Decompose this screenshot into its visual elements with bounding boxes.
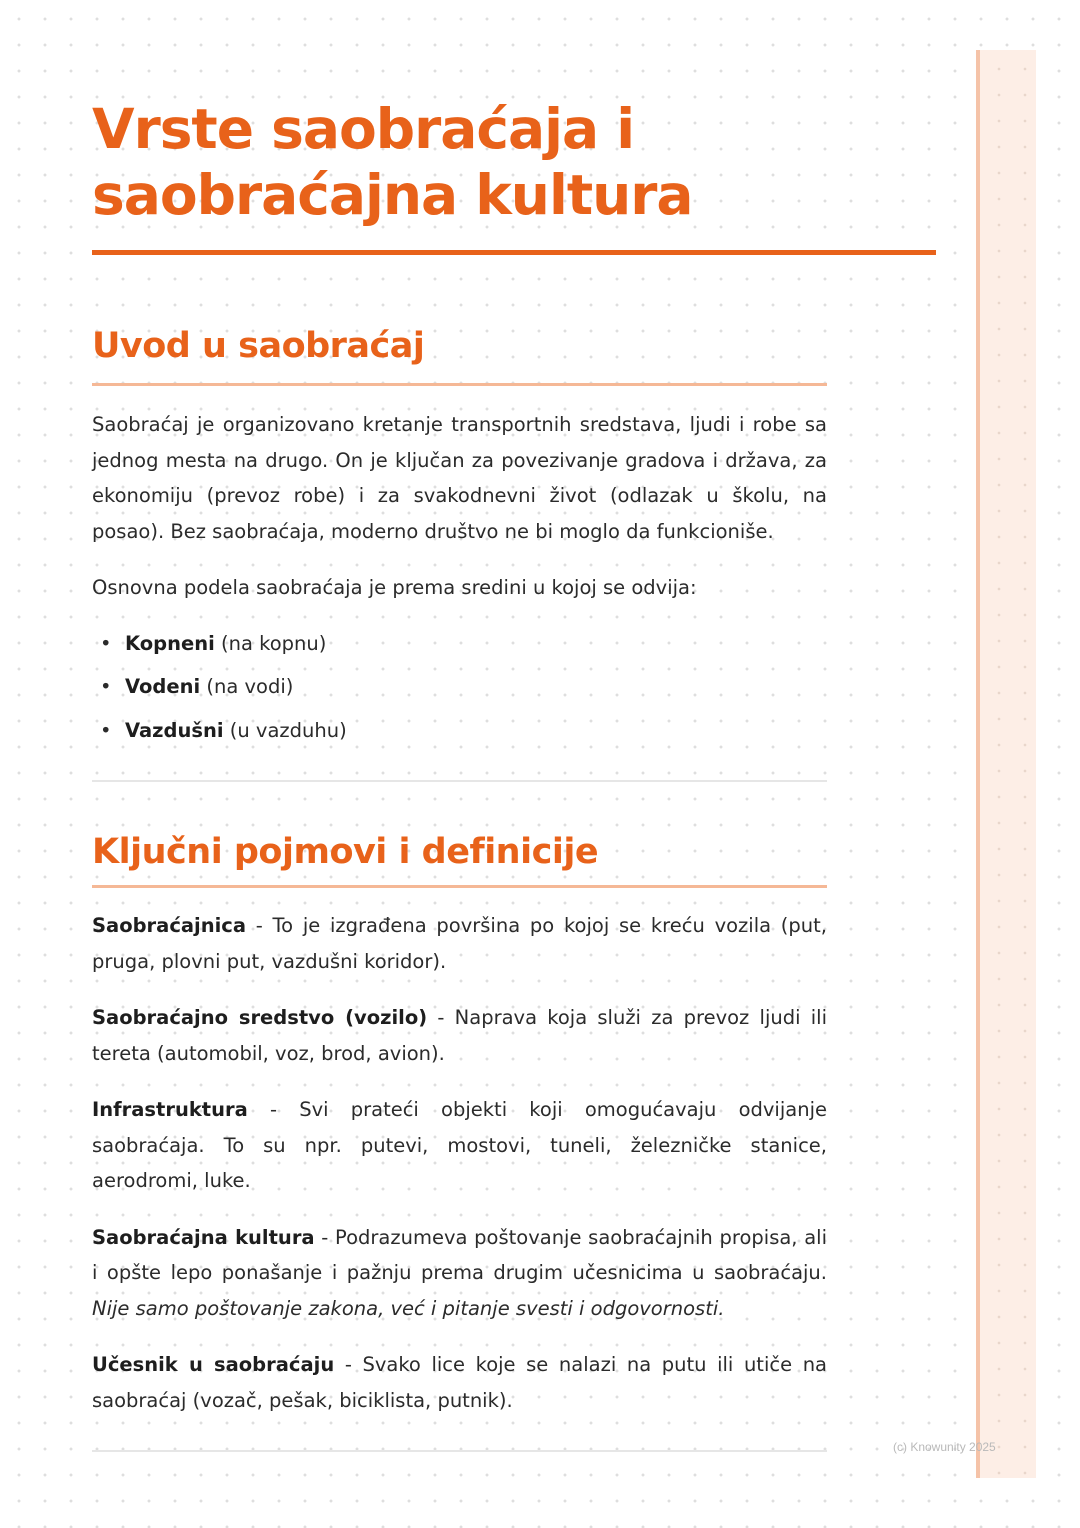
section-heading-uvod: Uvod u saobraćaj <box>92 326 425 366</box>
bullet-icon: • <box>100 631 112 655</box>
list-item <box>92 622 827 666</box>
list-item-desc: (u vazduhu) <box>223 718 347 742</box>
definition-term: Saobraćajno sredstvo (vozilo) <box>92 1006 428 1029</box>
page-title <box>92 96 827 228</box>
definition-sredstvo <box>92 1000 827 1071</box>
definition-infrastruktura <box>92 1092 827 1199</box>
list-item-term: Vazdušni <box>125 718 224 742</box>
bullet-icon: • <box>100 718 112 742</box>
intro-paragraph: Saobraćaj je organizovano kretanje transportnih sredstava, ljudi i robe sa jednog mesta na drugo. On je ključan za povezivanje gradova i država, za ekonomiju (prevoz robe) i za svakodnevni život (odlazak u školu, na posao). Bez saobraćaja, moderno društvo ne bi moglo da funkcioniše. <box>92 413 827 543</box>
definition-text: - To je izgrađena površina po kojoj se kreću vozila (put, pruga, plovni put, vazdušni koridor). <box>92 914 827 973</box>
copyright-footer: (c) Knowunity 2025 <box>893 1440 996 1454</box>
section-heading-pojmovi: Ključni pojmovi i definicije <box>92 832 599 872</box>
definition-italic-note: Nije samo poštovanje zakona, već i pitanje svesti i odgovornosti. <box>92 1296 725 1320</box>
list-item-term: Kopneni <box>125 631 215 655</box>
list-item <box>92 665 827 709</box>
list-item <box>92 709 827 753</box>
bullet-icon: • <box>100 675 112 698</box>
list-item-desc: (na kopnu) <box>214 631 327 655</box>
title-rule <box>92 250 936 255</box>
list-item-term: Vodeni <box>125 675 201 698</box>
definition-text: - Svi prateći objekti koji omogućavaju odvijanje saobraćaja. To su npr. putevi, mostovi, tuneli, železničke stanice, aerodromi, luke. <box>92 1098 827 1192</box>
definition-term: Infrastruktura <box>92 1098 248 1121</box>
definition-text: - Naprava koja služi za prevoz ljudi ili tereta (automobil, voz, brod, avion). <box>92 1006 827 1065</box>
definition-term: Saobraćajnica <box>92 914 247 937</box>
definition-term: Saobraćajna kultura <box>92 1225 315 1249</box>
definition-ucesnik <box>92 1347 827 1418</box>
margin-strip <box>976 50 1036 1478</box>
definition-text: - Podrazumeva poštovanje saobraćajnih propisa, ali i opšte lepo ponašanje i pažnju prema drugim učesnicima u saobraćaju. <box>92 1225 827 1284</box>
title-line-2: saobraćajna kultura <box>92 163 693 227</box>
section-divider <box>92 1450 827 1452</box>
definition-term: Učesnik u saobraćaju <box>92 1353 335 1376</box>
definition-kultura <box>92 1220 827 1327</box>
page-content <box>92 96 827 1452</box>
traffic-types-list <box>92 622 827 753</box>
division-intro: Osnovna podela saobraćaja je prema sredini u kojoj se odvija: <box>92 576 697 599</box>
title-line-1: Vrste saobraćaja i <box>92 97 635 161</box>
list-item-desc: (na vodi) <box>200 675 294 698</box>
definition-saobracajnica <box>92 908 827 979</box>
definition-text: - Svako lice koje se nalazi na putu ili utiče na saobraćaj (vozač, pešak, biciklista, putnik). <box>92 1353 827 1412</box>
